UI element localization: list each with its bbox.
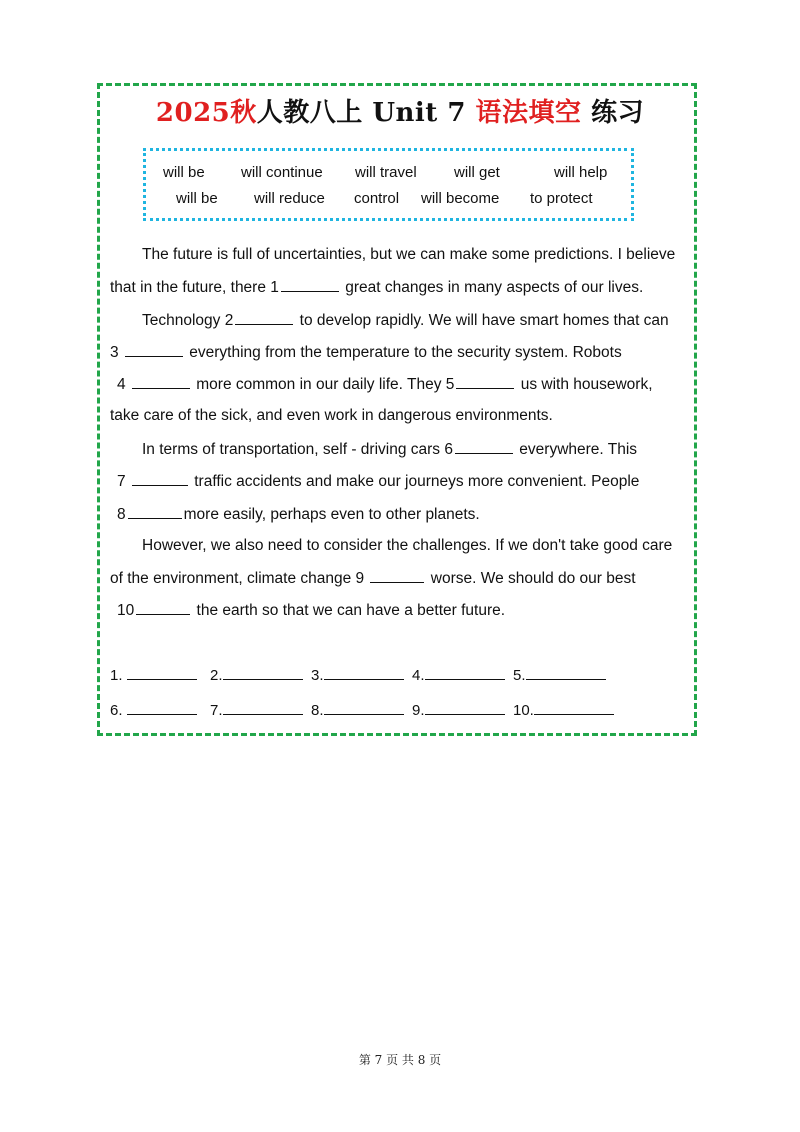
passage-line: However, we also need to consider the challenges. If we don't take good care [142,537,673,554]
answer-slot-8: 8. [311,701,404,719]
word-bank-item: will become [421,190,500,207]
passage-line: 10 the earth so that we can have a better future. [117,602,506,619]
blank-3[interactable] [125,343,183,357]
word-bank-item: will be [163,164,205,181]
answer-slot-10: 10. [513,701,614,719]
passage-line: take care of the sick, and even work in dangerous environments. [110,407,553,424]
title-unit: 人教八上 Unit 7 [256,98,476,128]
title-topic: 语法填空 [475,98,582,128]
title-season: 秋 [230,98,257,128]
answer-slot-6: 6. [110,701,197,719]
answer-slot-1: 1. [110,666,197,684]
blank-9[interactable] [370,569,424,583]
answer-line[interactable] [223,701,303,715]
word-bank-item: to protect [530,190,593,207]
passage-line: that in the future, there 1 great changes in many aspects of our lives. [110,279,644,296]
answer-slot-3: 3. [311,666,404,684]
answer-slot-5: 5. [513,666,606,684]
answer-line[interactable] [425,666,505,680]
blank-10[interactable] [136,601,190,615]
answer-line[interactable] [425,701,505,715]
answer-slot-2: 2. [210,666,303,684]
passage-line: 7 traffic accidents and make our journeys more convenient. People [117,473,640,490]
answer-line[interactable] [324,701,404,715]
answer-slot-4: 4. [412,666,505,684]
passage-line: The future is full of uncertainties, but we can make some predictions. I believe [142,246,676,263]
blank-8[interactable] [128,505,182,519]
passage-line: 8 more easily, perhaps even to other planets. [117,506,480,523]
answer-line[interactable] [526,666,606,680]
blank-1[interactable] [281,278,339,292]
answer-line[interactable] [324,666,404,680]
blank-4[interactable] [132,375,190,389]
passage-line: In terms of transportation, self - driving cars 6 everywhere. This [142,441,638,458]
blank-2[interactable] [235,311,293,325]
blank-6[interactable] [455,440,513,454]
word-bank-item: will continue [241,164,323,181]
answer-line[interactable] [127,701,197,715]
word-bank-item: will get [454,164,500,181]
answer-line[interactable] [534,701,614,715]
answer-slot-7: 7. [210,701,303,719]
word-bank-item: control [354,190,400,207]
title-year: 2025 [155,98,231,128]
title-suffix: 练习 [581,98,645,128]
word-bank-item: will be [176,190,218,207]
answer-line[interactable] [127,666,197,680]
answer-line[interactable] [223,666,303,680]
page-footer: 第 7 页 共 8 页 [358,1053,442,1067]
blank-7[interactable] [132,472,188,486]
word-bank-box [143,148,634,221]
passage-line: of the environment, climate change 9 worse. We should do our best [110,570,636,587]
passage-line: Technology 2 to develop rapidly. We will have smart homes that can [142,312,669,329]
page-title [97,92,703,129]
answer-slot-9: 9. [412,701,505,719]
word-bank-item: will travel [355,164,417,181]
passage-line: 3 everything from the temperature to the security system. Robots [110,344,622,361]
blank-5[interactable] [456,375,514,389]
word-bank-item: will reduce [254,190,325,207]
passage-line: 4 more common in our daily life. They 5 us with housework, [117,376,653,393]
word-bank-item: will help [554,164,608,181]
